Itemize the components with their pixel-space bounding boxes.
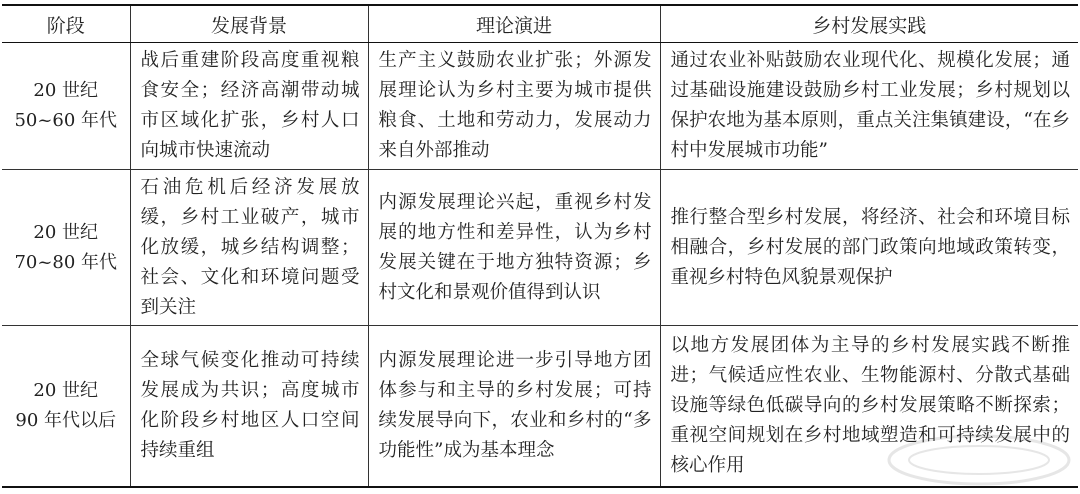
practice-cell: [660, 43, 1078, 170]
header-row: [2, 5, 1078, 43]
practice-text: 以地方发展团体为主导的乡村发展实践不断推进；气候适应性农业、生物能源村、分散式基础设施等绿色低碳导向的乡村发展策略不断探索；重视空间规划在乡村地域塑造和可持续发展中的核心作用: [670, 335, 1070, 476]
theory-cell: [368, 170, 660, 326]
background-cell: [130, 326, 368, 488]
watermark-logo: [884, 430, 1074, 490]
background-text: 战后重建阶段高度重视粮食安全；经济高潮带动城市区域化扩张，乡村人口向城市快速流动: [140, 50, 360, 161]
stage-line: 50~60 年代: [14, 110, 118, 131]
stage-cell: [2, 43, 130, 170]
header-practice: 乡村发展实践: [660, 5, 1078, 43]
header-theory: 理论演进: [368, 5, 660, 43]
background-text: 石油危机后经济发展放缓，乡村工业破产，城市化放缓，城乡结构调整；社会、文化和环境问题受到关注: [140, 176, 360, 318]
table-row: [2, 43, 1078, 170]
background-cell: [130, 170, 368, 326]
practice-cell: [660, 170, 1078, 326]
stage-line: 90 年代以后: [15, 410, 117, 431]
background-cell: [130, 43, 368, 170]
rural-development-table: [2, 4, 1078, 488]
stage-cell: [2, 170, 130, 326]
practice-text: 推行整合型乡村发展，将经济、社会和环境目标相融合，乡村发展的部门政策向地域政策转变，重视乡村特色风貌景观保护: [670, 206, 1070, 288]
theory-text: 生产主义鼓励农业扩张；外源发展理论认为乡村主要为城市提供粮食、土地和劳动力，发展动力来自外部推动: [378, 50, 652, 161]
header-stage: 阶段: [2, 5, 130, 43]
header-background: 发展背景: [130, 5, 368, 43]
practice-text: 通过农业补贴鼓励农业现代化、规模化发展；通过基础设施建设鼓励乡村工业发展；乡村规划以保护农地为基本原则，重点关注集镇建设，“在乡村中发展城市功能”: [670, 50, 1070, 161]
stage-line: 20 世纪: [33, 380, 99, 401]
theory-text: 内源发展理论进一步引导地方团体参与和主导的乡村发展；可持续发展导向下，农业和乡村的“多功能性”成为基本理念: [378, 350, 652, 461]
theory-text: 内源发展理论兴起，重视乡村发展的地方性和差异性，认为乡村发展关键在于地方独特资源；乡村文化和景观价值得到认识: [378, 191, 652, 303]
table-row: [2, 170, 1078, 326]
stage-line: 20 世纪: [33, 80, 99, 101]
theory-cell: [368, 43, 660, 170]
stage-cell: [2, 326, 130, 488]
background-text: 全球气候变化推动可持续发展成为共识；高度城市化阶段乡村地区人口空间持续重组: [140, 350, 360, 461]
theory-cell: [368, 326, 660, 488]
stage-line: 70~80 年代: [14, 251, 118, 273]
stage-line: 20 世纪: [33, 221, 99, 243]
